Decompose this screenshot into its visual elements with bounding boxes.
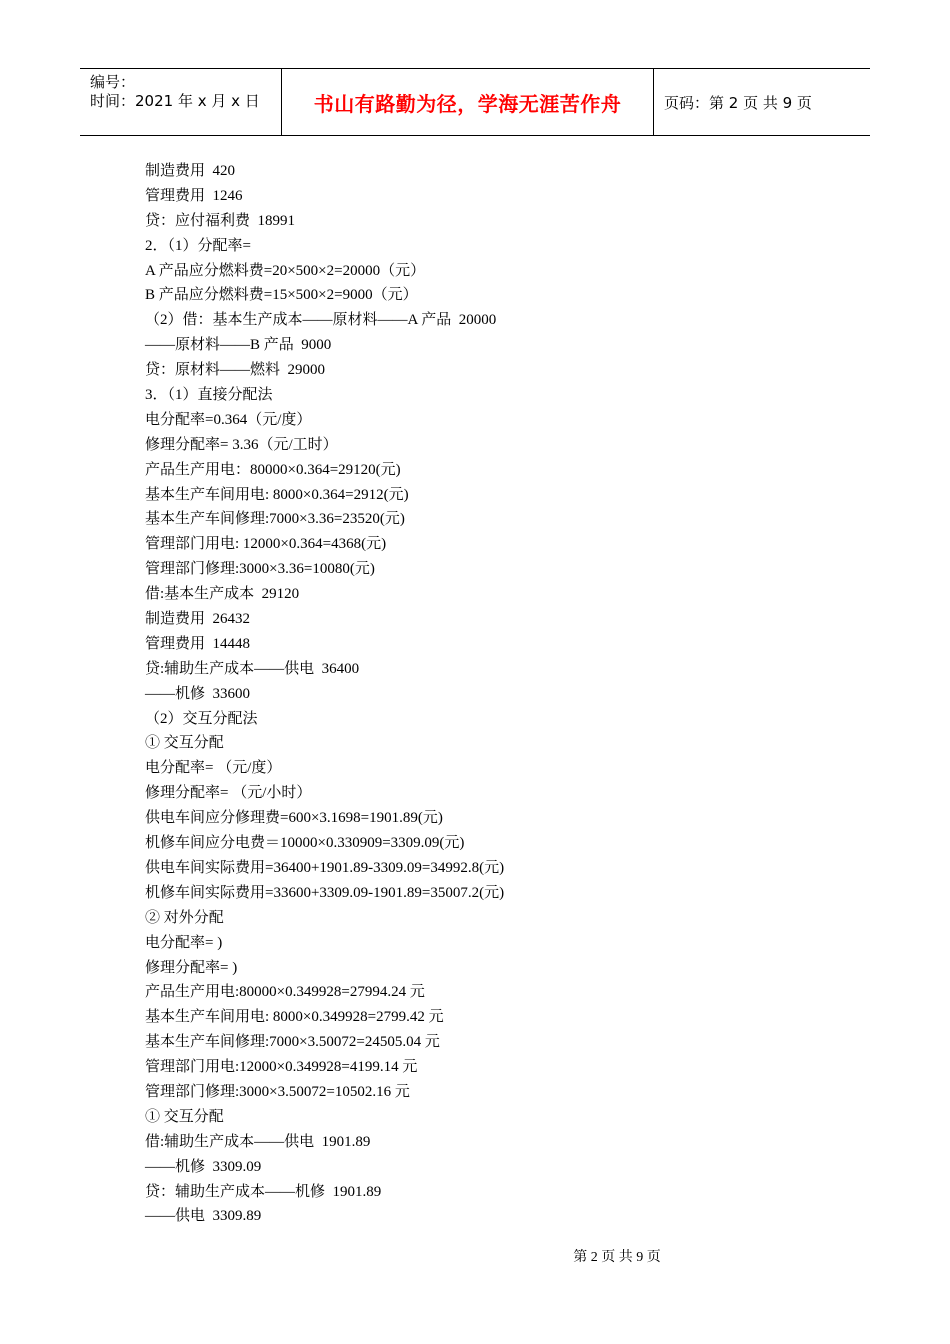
document-date: 时间：2021 年 x 月 x 日 [90, 92, 260, 110]
body-line: ——原材料——B 产品 9000 [145, 337, 332, 354]
page-header [80, 68, 870, 136]
body-line: ① 交互分配 [145, 1108, 224, 1125]
body-line: 借:基本生产成本 29120 [145, 586, 300, 603]
body-line: 贷：应付福利费 18991 [145, 212, 296, 229]
body-line: 电分配率= ) [145, 934, 223, 951]
body-line: ② 对外分配 [145, 909, 224, 926]
body-line: 修理分配率= 3.36（元/工时） [145, 436, 338, 453]
body-line: 机修车间实际费用=33600+3309.09-1901.89=35007.2(元) [145, 884, 505, 901]
body-line: ——机修 3309.09 [145, 1158, 262, 1175]
body-line: 贷：辅助生产成本——机修 1901.89 [145, 1183, 382, 1200]
header-motto-cell [282, 69, 654, 135]
body-line: 2．（1）分配率= [145, 237, 251, 254]
body-line: 管理部门修理:3000×3.50072=10502.16 元 [145, 1083, 410, 1100]
body-line: 电分配率= （元/度） [145, 760, 282, 777]
header-page-cell [664, 69, 870, 135]
body-line: 电分配率=0.364（元/度） [145, 411, 312, 428]
body-line: 供电车间应分修理费=600×3.1698=1901.89(元) [145, 810, 443, 827]
body-line: 借:辅助生产成本——供电 1901.89 [145, 1133, 371, 1150]
body-line: 修理分配率= ) [145, 959, 238, 976]
body-line: （2）借：基本生产成本——原材料——A 产品 20000 [145, 312, 497, 329]
body-line: 供电车间实际费用=36400+1901.89-3309.09=34992.8(元) [145, 859, 505, 876]
body-line: 3．（1）直接分配法 [145, 387, 273, 404]
body-line: 基本生产车间修理:7000×3.36=23520(元) [145, 511, 405, 528]
header-page-code: 页码：第 2 页 共 9 页 [664, 93, 812, 112]
body-line: 管理部门用电: 12000×0.364=4368(元) [145, 536, 387, 553]
header-info-cell [80, 69, 282, 135]
body-line: 基本生产车间用电: 8000×0.364=2912(元) [145, 486, 409, 503]
footer-page-number: 第 2 页 共 9 页 [573, 1250, 661, 1265]
body-line: 基本生产车间用电: 8000×0.349928=2799.42 元 [145, 1009, 444, 1026]
body-line: 管理费用 1246 [145, 187, 243, 204]
body-line: 修理分配率= （元/小时） [145, 785, 312, 802]
body-line: 机修车间应分电费＝10000×0.330909=3309.09(元) [145, 835, 465, 852]
body-line: 管理部门用电:12000×0.349928=4199.14 元 [145, 1059, 418, 1076]
body-line: 管理部门修理:3000×3.36=10080(元) [145, 561, 375, 578]
body-line: 贷：原材料——燃料 29000 [145, 362, 326, 379]
body-line: 产品生产用电:80000×0.349928=27994.24 元 [145, 984, 425, 1001]
document-number: 编号： [90, 73, 136, 91]
body-line: 贷:辅助生产成本——供电 36400 [145, 660, 360, 677]
body-line: ——供电 3309.89 [145, 1208, 262, 1225]
motto-text: 书山有路勤为径，学海无涯苦作舟 [313, 91, 622, 116]
body-line: ① 交互分配 [145, 735, 224, 752]
body-line: ——机修 33600 [145, 685, 251, 702]
body-line: B 产品应分燃料费=15×500×2=9000（元） [145, 287, 418, 304]
body-line: 管理费用 14448 [145, 635, 251, 652]
body-line: （2）交互分配法 [145, 710, 258, 727]
body-line: 基本生产车间修理:7000×3.50072=24505.04 元 [145, 1034, 440, 1051]
body-line: 产品生产用电：80000×0.364=29120(元) [145, 461, 401, 478]
body-line: 制造费用 26432 [145, 611, 251, 628]
page-footer [0, 1246, 950, 1266]
body-line: A 产品应分燃料费=20×500×2=20000（元） [145, 262, 426, 279]
body-line: 制造费用 420 [145, 163, 236, 179]
document-body [145, 159, 845, 1229]
